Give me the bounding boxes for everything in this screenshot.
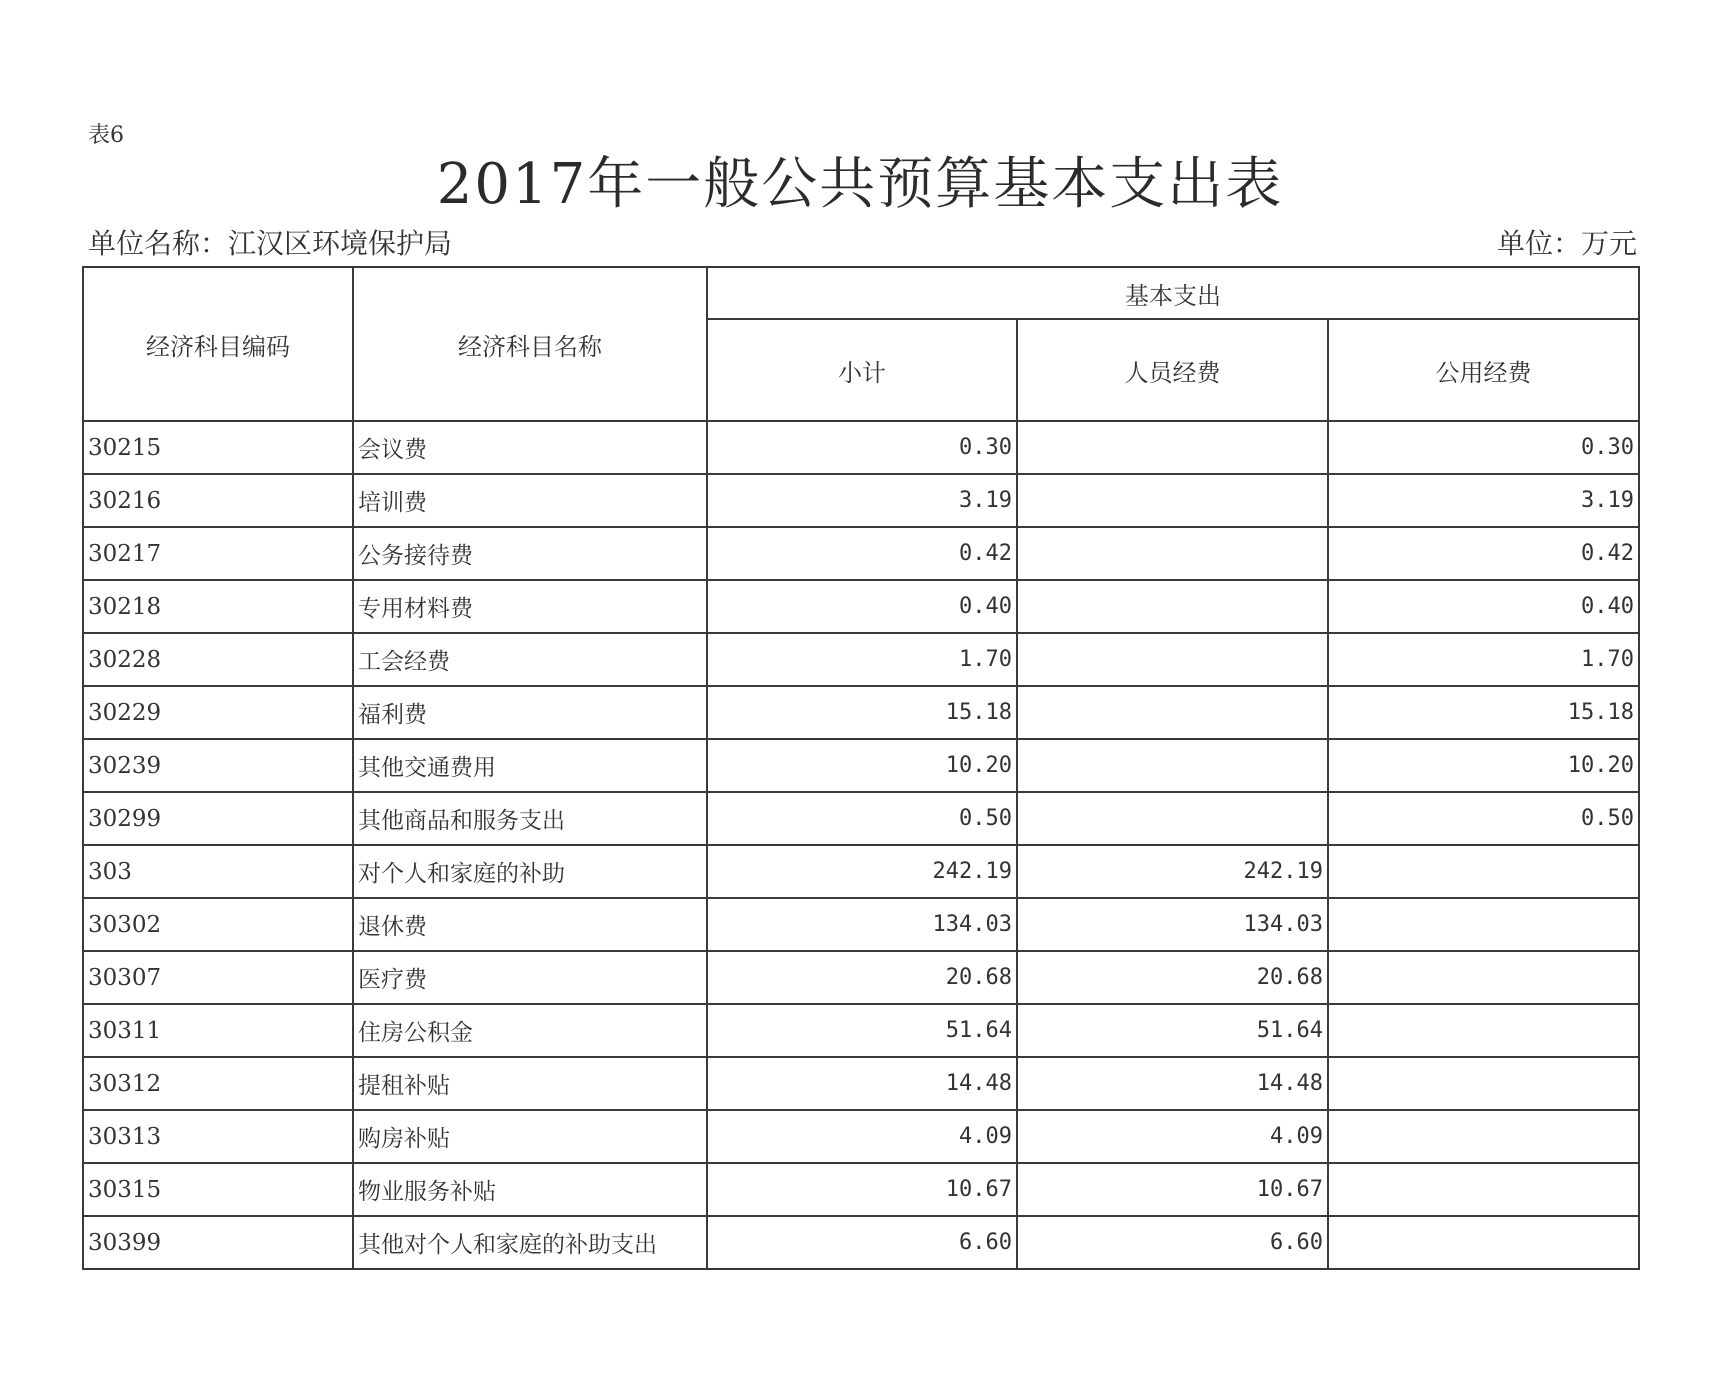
row-subtotal: 0.50 [707,792,1017,845]
row-personnel: 6.60 [1017,1216,1328,1269]
row-subtotal: 10.20 [707,739,1017,792]
row-subtotal: 0.30 [707,421,1017,474]
row-public: 3.19 [1328,474,1639,527]
table-row [83,421,1639,474]
table-row [83,1110,1639,1163]
table-row [83,527,1639,580]
row-subtotal: 134.03 [707,898,1017,951]
budget-table [82,266,1640,1270]
row-subtotal: 51.64 [707,1004,1017,1057]
header-personnel: 人员经费 [1017,319,1328,421]
row-subtotal: 15.18 [707,686,1017,739]
row-public [1328,1216,1639,1269]
table-number: 表6 [88,123,124,148]
row-subtotal: 6.60 [707,1216,1017,1269]
row-personnel [1017,421,1328,474]
header-basic-expenditure: 基本支出 [707,267,1639,319]
row-code: 30302 [83,898,353,951]
row-subtotal: 20.68 [707,951,1017,1004]
row-personnel [1017,792,1328,845]
table-row [83,686,1639,739]
table-row [83,1057,1639,1110]
row-public: 15.18 [1328,686,1639,739]
row-code: 30299 [83,792,353,845]
row-public [1328,1163,1639,1216]
row-code: 30311 [83,1004,353,1057]
table-row [83,580,1639,633]
row-subtotal: 242.19 [707,845,1017,898]
table-row [83,739,1639,792]
header-code: 经济科目编码 [83,267,353,421]
table-row [83,633,1639,686]
row-code: 30307 [83,951,353,1004]
row-public [1328,1110,1639,1163]
row-code: 303 [83,845,353,898]
row-name: 其他对个人和家庭的补助支出 [353,1216,707,1269]
row-public: 0.30 [1328,421,1639,474]
row-name: 其他商品和服务支出 [353,792,707,845]
row-personnel: 134.03 [1017,898,1328,951]
row-personnel: 51.64 [1017,1004,1328,1057]
row-name: 医疗费 [353,951,707,1004]
row-public [1328,951,1639,1004]
row-code: 30315 [83,1163,353,1216]
page-title: 2017年一般公共预算基本支出表 [436,152,1284,217]
table-row [83,474,1639,527]
row-public: 10.20 [1328,739,1639,792]
row-public [1328,898,1639,951]
row-public [1328,845,1639,898]
row-personnel: 10.67 [1017,1163,1328,1216]
row-name: 公务接待费 [353,527,707,580]
row-personnel: 242.19 [1017,845,1328,898]
row-name: 提租补贴 [353,1057,707,1110]
row-personnel [1017,686,1328,739]
row-subtotal: 1.70 [707,633,1017,686]
row-name: 福利费 [353,686,707,739]
row-code: 30239 [83,739,353,792]
row-code: 30399 [83,1216,353,1269]
row-subtotal: 4.09 [707,1110,1017,1163]
row-name: 退休费 [353,898,707,951]
table-row [83,898,1639,951]
row-code: 30218 [83,580,353,633]
row-subtotal: 14.48 [707,1057,1017,1110]
row-code: 30229 [83,686,353,739]
row-name: 其他交通费用 [353,739,707,792]
row-code: 30216 [83,474,353,527]
row-subtotal: 3.19 [707,474,1017,527]
row-personnel [1017,739,1328,792]
row-personnel [1017,580,1328,633]
row-code: 30215 [83,421,353,474]
table-row [83,792,1639,845]
row-code: 30313 [83,1110,353,1163]
row-public [1328,1057,1639,1110]
row-name: 工会经费 [353,633,707,686]
unit-name: 单位名称：江汉区环境保护局 [88,227,453,260]
table-row [83,845,1639,898]
table-row [83,1004,1639,1057]
row-public [1328,1004,1639,1057]
table-row [83,1216,1639,1269]
row-name: 住房公积金 [353,1004,707,1057]
row-personnel [1017,474,1328,527]
row-name: 专用材料费 [353,580,707,633]
header-name: 经济科目名称 [353,267,707,421]
row-name: 对个人和家庭的补助 [353,845,707,898]
row-public: 0.50 [1328,792,1639,845]
row-code: 30217 [83,527,353,580]
header-public: 公用经费 [1328,319,1639,421]
header-subtotal: 小计 [707,319,1017,421]
row-public: 0.40 [1328,580,1639,633]
row-name: 物业服务补贴 [353,1163,707,1216]
row-name: 购房补贴 [353,1110,707,1163]
row-personnel: 20.68 [1017,951,1328,1004]
row-subtotal: 0.42 [707,527,1017,580]
row-personnel: 14.48 [1017,1057,1328,1110]
row-subtotal: 10.67 [707,1163,1017,1216]
table-row [83,951,1639,1004]
row-public: 0.42 [1328,527,1639,580]
row-subtotal: 0.40 [707,580,1017,633]
row-public: 1.70 [1328,633,1639,686]
row-personnel [1017,527,1328,580]
row-code: 30228 [83,633,353,686]
row-personnel: 4.09 [1017,1110,1328,1163]
row-name: 培训费 [353,474,707,527]
table-row [83,1163,1639,1216]
currency-unit: 单位：万元 [1496,227,1637,260]
row-code: 30312 [83,1057,353,1110]
row-personnel [1017,633,1328,686]
row-name: 会议费 [353,421,707,474]
